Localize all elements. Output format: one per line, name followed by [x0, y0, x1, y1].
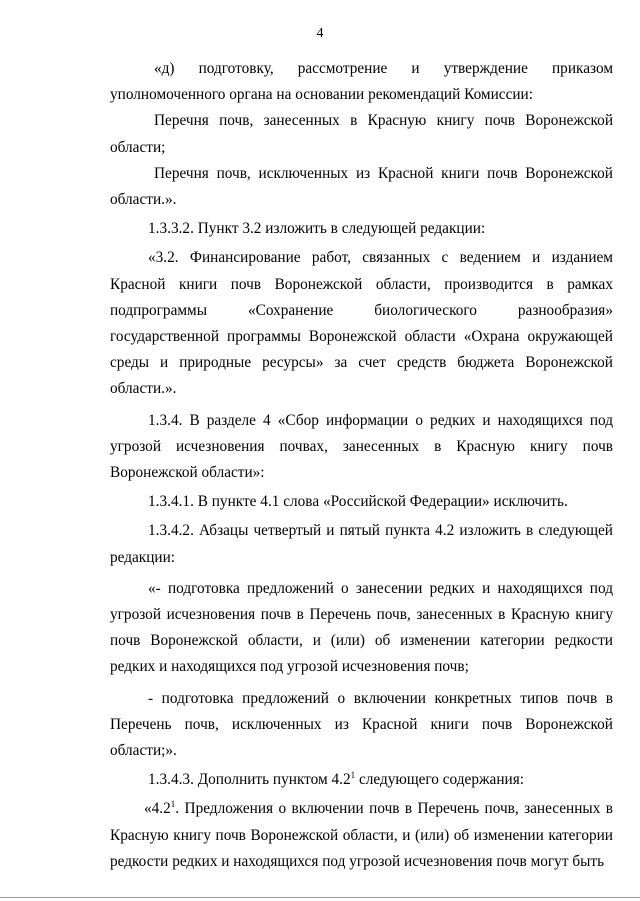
paragraph-d-item: «д) подготовку, рассмотрение и утверждение приказом уполномоченного органа на основании рекомендаций Комиссии:: [110, 60, 613, 104]
paragraph-1-3-4: 1.3.4. В разделе 4 «Сбор информации о редких и находящихся под угрозой исчезновения почвах, занесенных в Красную книгу почв Воронежской области»:: [110, 411, 613, 482]
paragraph-4-2-1: [110, 796, 613, 875]
scan-bottom-edge: [0, 897, 640, 898]
paragraph-1-3-4-3-tail: следующего содержания:: [355, 771, 525, 789]
paragraph-excluded-list: Перечня почв, исключенных из Красной книги почв Воронежской области.».: [110, 164, 613, 209]
paragraph-1-3-3-2: 1.3.3.2. Пункт 3.2 изложить в следующей редакции:: [148, 220, 486, 238]
superscript-marker: 1: [350, 770, 356, 781]
paragraph-proposals-inclusion: «- подготовка предложений о занесении редких и находящихся под угрозой исчезновения почв в Перечень почв, занесенных в Красную книгу почв Воронежской области, и (или) об изменении категории редкости редких и находящихся под угрозой исчезновения почв;: [110, 579, 613, 676]
superscript-marker: 1: [170, 799, 176, 810]
paragraph-4-2-1-number: «4.2: [144, 800, 171, 818]
paragraph-3-2-financing: «3.2. Финансирование работ, связанных с ведением и изданием Красной книги почв Воронежской области, производится в рамках подпрограммы «Сохранение биологического разнообразия» государственной программы Воронежской области «Охрана окружающей среды и природные ресурсы» за счет средств бюджета Воронежской области.».: [110, 249, 613, 398]
document-body: [110, 56, 613, 875]
page-number: 4: [316, 26, 324, 41]
paragraph-1-3-4-3-text: 1.3.4.3. Дополнить пунктом 4.2: [148, 771, 351, 789]
paragraph-red-book-list: Перечня почв, занесенных в Красную книгу почв Воронежской области;: [110, 112, 613, 156]
paragraph-1-3-4-2: 1.3.4.2. Абзацы четвертый и пятый пункта 4.2 изложить в следующей редакции:: [110, 522, 613, 566]
paragraph-proposals-exclusion: - подготовка предложений о включении конкретных типов почв в Перечень почв, исключенных из Красной книги почв Воронежской области;».: [110, 689, 613, 760]
paragraph-4-2-1-text: . Предложения о включении почв в Перечень почв, занесенных в Красную книгу почв Воронежской области, и (или) об изменении категории редкости редких и находящихся под угрозой исчезновения почв могут быть: [110, 800, 613, 870]
paragraph-1-3-4-3: [110, 767, 613, 793]
paragraph-1-3-4-1: 1.3.4.1. В пункте 4.1 слова «Российской Федерации» исключить.: [148, 493, 568, 511]
